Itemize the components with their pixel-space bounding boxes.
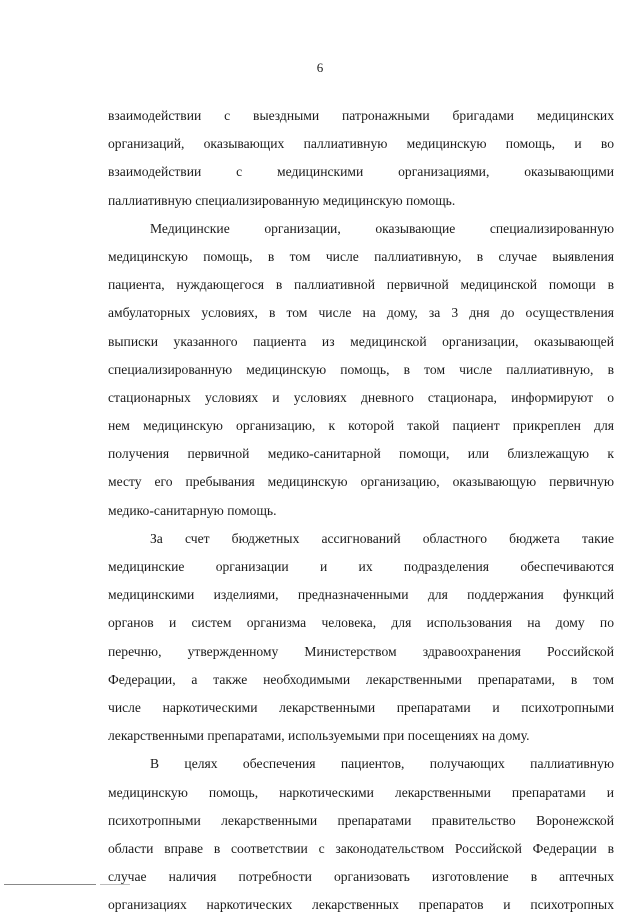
text-line: организаций, оказывающих паллиативную медицинскую помощь, и во xyxy=(108,136,614,152)
footer-rule xyxy=(100,884,130,885)
text-line: медицинскими изделиями, предназначенными для поддержания функций xyxy=(108,587,614,603)
paragraph xyxy=(108,750,614,919)
text-line: области вправе в соответствии с законодательством Российской Федерации в xyxy=(108,840,614,856)
text-line: органов и систем организма человека, для использования на дому по xyxy=(108,615,614,631)
paragraph xyxy=(108,102,614,215)
text-line: случае наличия потребности организовать изготовление в аптечных xyxy=(108,869,614,885)
page-number: 6 xyxy=(316,60,324,75)
paragraph xyxy=(108,215,614,525)
text-line: специализированную медицинскую помощь, в том числе паллиативную, в xyxy=(108,361,614,377)
document-body xyxy=(108,102,614,919)
text-line: взаимодействии с медицинскими организациями, оказывающими xyxy=(108,164,614,180)
text-line: медицинские организации и их подразделения обеспечиваются xyxy=(108,559,614,574)
text-line: За счет бюджетных ассигнований областного бюджета такие xyxy=(150,530,614,546)
text-line: медико-санитарную помощь. xyxy=(108,502,277,518)
paragraph xyxy=(108,525,614,751)
text-line: лекарственными препаратами, используемыми при посещениях на дому. xyxy=(108,728,530,744)
text-line: паллиативную специализированную медицинскую помощь. xyxy=(108,192,456,208)
text-line: пациента, нуждающегося в паллиативной первичной медицинской помощи в xyxy=(108,277,614,293)
text-line: медицинскую помощь, наркотическими лекарственными препаратами и xyxy=(108,784,614,800)
text-line: стационарных условиях и условиях дневного стационара, информируют о xyxy=(108,389,614,405)
text-line: получения первичной медико-санитарной помощи, или близлежащую к xyxy=(108,446,614,462)
text-line: перечню, утвержденному Министерством здравоохранения Российской xyxy=(108,643,614,659)
text-line: В целях обеспечения пациентов, получающих паллиативную xyxy=(150,756,614,772)
text-line: выписки указанного пациента из медицинской организации, оказывающей xyxy=(108,333,614,349)
text-line: организациях наркотических лекарственных препаратов и психотропных xyxy=(108,897,614,913)
text-line: взаимодействии с выездными патронажными бригадами медицинских xyxy=(108,108,614,123)
footer-rule xyxy=(4,884,96,885)
text-line: месту его пребывания медицинскую организацию, оказывающую первичную xyxy=(108,474,614,490)
text-line: медицинскую помощь, в том числе паллиативную, в случае выявления xyxy=(108,248,614,264)
text-line: Медицинские организации, оказывающие специализированную xyxy=(150,220,614,236)
text-line: амбулаторных условиях, в том числе на дому, за 3 дня до осуществления xyxy=(108,305,614,321)
text-line: психотропными лекарственными препаратами правительство Воронежской xyxy=(108,812,614,828)
text-line: нем медицинскую организацию, к которой такой пациент прикреплен для xyxy=(108,418,614,434)
text-line: Федерации, а также необходимыми лекарственными препаратами, в том xyxy=(108,671,614,687)
text-line: числе наркотическими лекарственными препаратами и психотропными xyxy=(108,699,614,715)
